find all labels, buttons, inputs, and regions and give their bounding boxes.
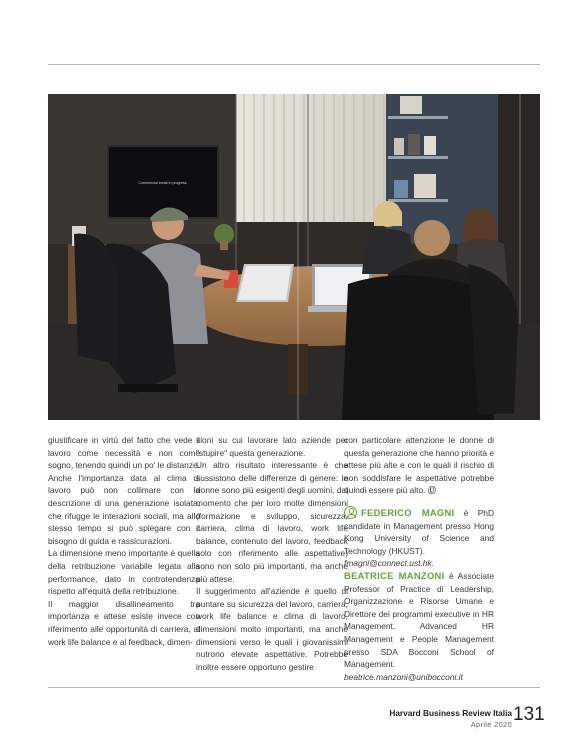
author1-bio [344,506,494,557]
col1-paragraph-3: Il maggior disallineamento tra importanza e attese esiste invece con riferimento alle opportunità di carriera, al work life balance e al feedback, dimen- [48,598,200,647]
author2-name: BEATRICE MANZONI [344,569,445,581]
article-columns [48,434,540,682]
author-bio [344,506,494,683]
bottom-rule [48,687,540,688]
column-2 [196,434,348,673]
author2-text: è Associate Professor of Practice di Leadership, Organizzazione e Risorse Umane e Direttore dei programmi executive in HR Management, Advanced HR Management e People Management presso SDA Bocconi School of Management. [344,570,494,670]
top-rule [48,64,540,65]
author1-name: FEDERICO MAGNI [361,506,455,518]
author-icon [344,506,357,519]
column-1 [48,434,200,648]
col2-paragraph-3: Il suggerimento all'aziende è quello di puntare su sicurezza del lavoro, carriera, work life balance e clima di lavoro, dimensioni molto importanti, ma anche dimensioni verso le quali i giovanissimi nutrono elevate aspettative. Potrebbe inoltre essere opportuno gestire [196,586,348,672]
photo-illustration [48,94,540,420]
col3-paragraph-1 [344,434,494,498]
col2-paragraph-1: sioni su cui lavorare lato aziende per "stupire" questa generazione. [196,435,348,458]
author1-email[interactable]: fmagni@connect.ust.hk. [344,558,434,569]
end-of-article-mark: Ⓤ [427,486,436,496]
magazine-name: Harvard Business Review Italia [389,708,512,718]
col1-paragraph-2: La dimensione meno importante è quella della retribuzione variabile legata alla performance, dato in controtendenza rispetto all'equità della retribuzione. [48,548,200,597]
page-number: 131 [513,704,545,725]
meeting-room-photo [48,94,540,420]
col3-text: con particolare attenzione le donne di questa generazione che hanno priorità e attese più alte e con le quali il rischio di non soddisfare le aspettative potrebbe quindi essere più alto. [344,435,494,496]
author2-email[interactable]: beatrice.manzoni@unibocconi.it [344,671,463,682]
author2-bio [344,570,494,671]
tv-caption: Commercial break in progress. [138,181,188,185]
col1-paragraph-1: giustificare in virtù del fatto che vede il lavoro come necessità e non come sogno, tenendo quindi un po' le distanze. Anche l'importanza data al clima di lavoro può non collimare con la descrizione di una generazione isolata, che rifugge le interazioni sociali, ma allo stesso tempo si può spiegare con il bisogno di guida e rassicurazioni. [48,435,201,546]
col2-paragraph-2: Un altro risultato interessante è che sussistono delle differenze di genere: le donne sono più esigenti degli uomini, dal momento che per loro molte dimensioni (formazione e sviluppo, sicurezza, carriera, clima di lavoro, work life balance, contenuto del lavoro, feedback solo con riferimento alle aspettative) sono non solo più importanti, ma anche più attese. [196,460,348,584]
issue-date: Aprile 2020 [470,720,512,729]
author1-text: è PhD candidate in Management presso Hong Kong University of Science and Technology (HKUST). [344,507,494,556]
column-3 [344,434,494,683]
